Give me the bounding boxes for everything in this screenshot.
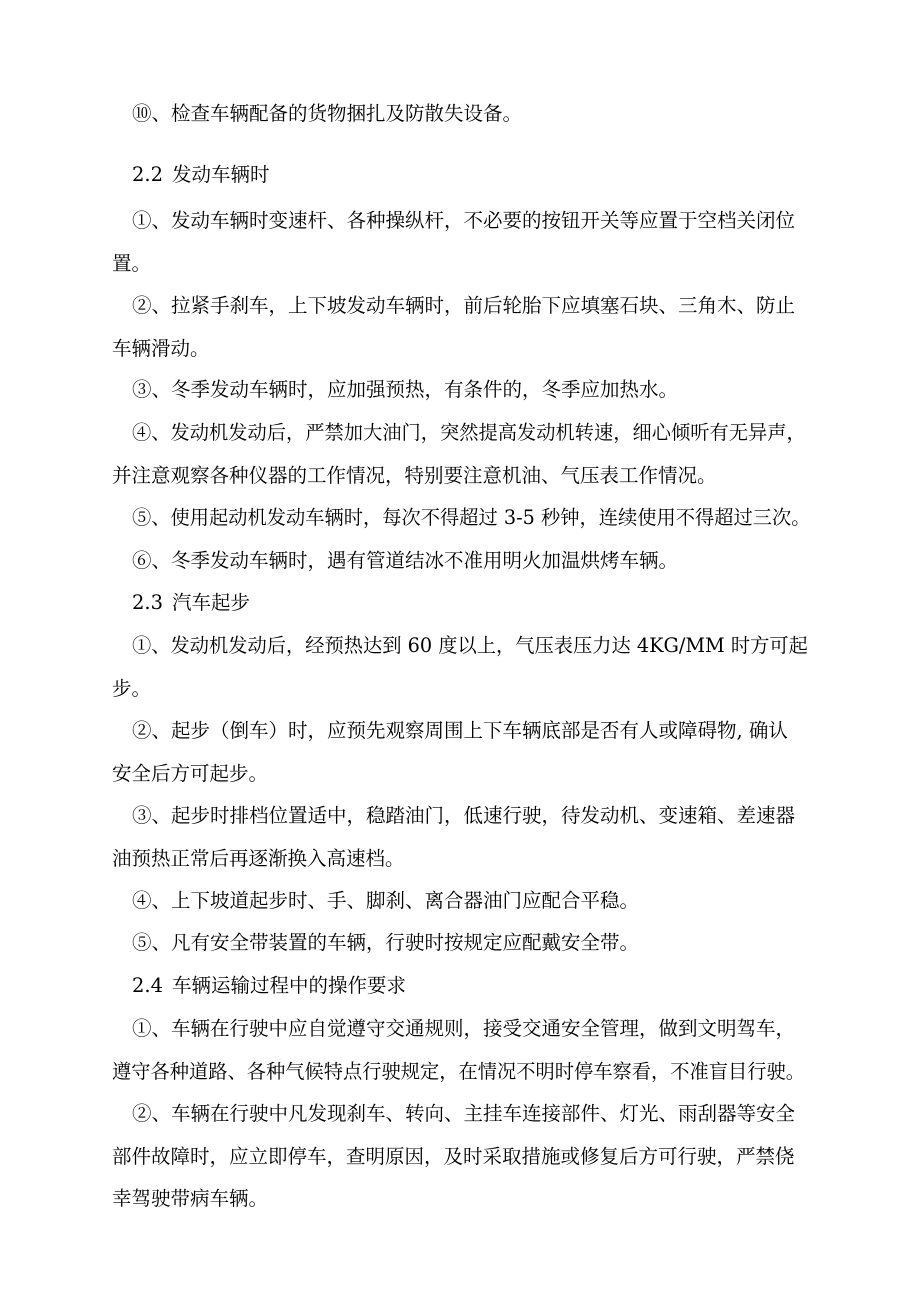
- paragraph-line: ⑥、冬季发动车辆时，遇有管道结冰不准用明火加温烘烤车辆。: [132, 549, 679, 572]
- paragraph-2-2-item-1: [112, 200, 812, 285]
- paragraph-line: 部件故障时，应立即停车，查明原因，及时采取措施或修复后方可行驶，严禁侥: [112, 1144, 795, 1168]
- section-number: 2.3: [132, 591, 164, 614]
- paragraph-line: ①、车辆在行驶中应自觉遵守交通规则，接受交通安全管理，做到文明驾车，: [132, 1017, 796, 1040]
- section-heading-2-3: [112, 582, 832, 625]
- paragraph-2-2-item-2: [112, 285, 812, 370]
- paragraph-2-3-item-3: [112, 795, 812, 880]
- paragraph-line: ①、发动机发动后，经预热达到 60 度以上，气压表压力达 4KG/MM 时方可起: [132, 634, 808, 657]
- paragraph-2-2-item-4: [112, 412, 812, 497]
- paragraph-2-4-item-1: [112, 1008, 812, 1093]
- paragraph-line: ⑩、检查车辆配备的货物捆扎及防散失设备。: [132, 102, 523, 125]
- paragraph-line: ③、起步时排档位置适中，稳踏油门，低速行驶，待发动机、变速箱、差速器: [132, 804, 796, 827]
- section-number: 2.4: [132, 974, 164, 997]
- paragraph-line: 置。: [112, 251, 152, 275]
- section-title: 汽车起步: [172, 591, 251, 614]
- paragraph-line: 幸驾驶带病车辆。: [112, 1187, 269, 1210]
- section-heading-2-4: [112, 965, 832, 1008]
- paragraph-line: 油预热正常后再逐渐换入高速档。: [112, 846, 405, 870]
- paragraph-line: ⑤、使用起动机发动车辆时，每次不得超过 3-5 秒钟，连续使用不得超过三次。: [132, 506, 811, 529]
- paragraph-2-2-item-3: [112, 369, 812, 412]
- paragraph-2-2-item-5: [112, 497, 812, 540]
- paragraph-2-4-item-2: [112, 1093, 812, 1221]
- section-heading-2-2: [112, 154, 832, 197]
- paragraph-line: ④、发动机发动后，严禁加大油门，突然提高发动机转速，细心倾听有无异声，: [132, 421, 806, 444]
- paragraph-line: 并注意观察各种仪器的工作情况，特别要注意机油、气压表工作情况。: [112, 463, 717, 487]
- section-title: 车辆运输过程中的操作要求: [172, 974, 407, 997]
- paragraph-line: 遵守各种道路、各种气候特点行驶规定，在情况不明时停车察看，不准盲目行驶。: [112, 1059, 805, 1083]
- paragraph-line: ②、拉紧手刹车，上下坡发动车辆时，前后轮胎下应填塞石块、三角木、防止: [132, 294, 796, 317]
- paragraph-line: ⑤、凡有安全带装置的车辆，行驶时按规定应配戴安全带。: [132, 931, 640, 954]
- paragraph-2-3-item-5: [112, 922, 812, 965]
- paragraph-line: 安全后方可起步。: [112, 761, 269, 785]
- paragraph-item-10: [112, 93, 812, 136]
- paragraph-line: ④、上下坡道起步时、手、脚刹、离合器油门应配合平稳。: [132, 889, 640, 912]
- paragraph-2-3-item-1: [112, 625, 812, 710]
- paragraph-line: ③、冬季发动车辆时，应加强预热，有条件的，冬季应加热水。: [132, 378, 679, 401]
- section-number: 2.2: [132, 163, 164, 186]
- paragraph-line: ①、发动车辆时变速杆、各种操纵杆，不必要的按钮开关等应置于空档关闭位: [132, 209, 796, 232]
- paragraph-2-3-item-2: [112, 710, 812, 795]
- section-title: 发动车辆时: [172, 163, 270, 186]
- paragraph-2-2-item-6: [112, 540, 812, 583]
- paragraph-line: 车辆滑动。: [112, 336, 210, 360]
- paragraph-line: ②、起步（倒车）时，应预先观察周围上下车辆底部是否有人或障碍物, 确认: [132, 719, 788, 742]
- paragraph-line: ②、车辆在行驶中凡发现刹车、转向、主挂车连接部件、灯光、雨刮器等安全: [132, 1102, 796, 1125]
- paragraph-line: 步。: [112, 676, 152, 700]
- paragraph-2-3-item-4: [112, 880, 812, 923]
